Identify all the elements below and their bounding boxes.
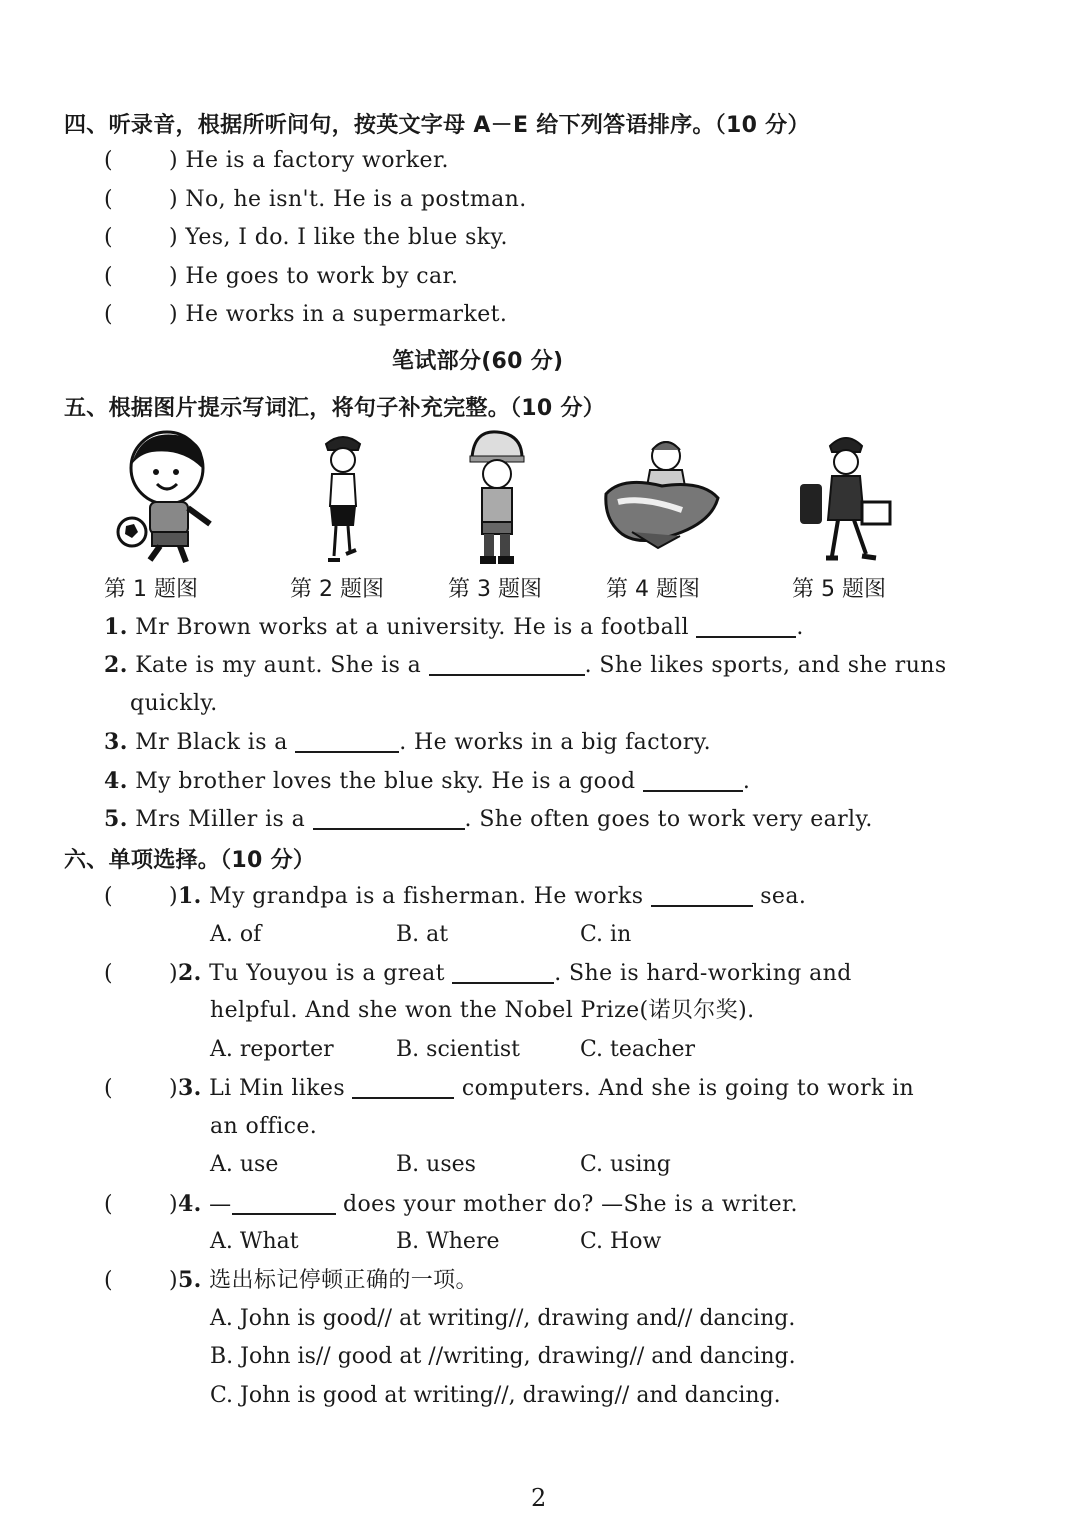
section6-question-3: ( )3. Li Min likes computers. And she is going to work in [104,1075,915,1101]
section6-question-1: ( )1. My grandpa is a fisherman. He works sea. [104,883,807,909]
option-b[interactable]: B. Where [396,1229,500,1254]
option-a[interactable]: A. use [210,1152,279,1177]
option-c[interactable]: C. teacher [580,1037,696,1062]
option-b[interactable]: B. scientist [396,1037,520,1062]
answer-blank[interactable] [232,1189,336,1215]
answer-text: No, he isn't. He is a postman. [185,187,527,212]
section6-question-4: ( )4. — does your mother do? —She is a writer. [104,1191,798,1217]
answer-blank[interactable] [696,612,796,638]
section4-item-2: ( ) No, he isn't. He is a postman. [104,187,527,212]
picture-caption-3: 第 3 题图 [448,577,542,602]
section4-item-4: ( ) He goes to work by car. [104,264,459,289]
section5-question-2-cont: quickly. [130,691,218,716]
worker-illustration [466,430,528,566]
section4-title: 四、听录音，根据所听问句，按英文字母 A－E 给下列答语排序。（10 分） [64,113,810,138]
section5-title: 五、根据图片提示写词汇，将句子补充完整。（10 分） [64,396,606,421]
answer-blank[interactable] [352,1073,454,1099]
answer-text: He works in a supermarket. [185,302,508,327]
answer-blank[interactable] [643,766,743,792]
option-b[interactable]: B. at [396,922,449,947]
option-c[interactable]: C. in [580,922,632,947]
answer-blank[interactable] [452,958,554,984]
section5-question-1: 1. Mr Brown works at a university. He is a football . [104,614,804,640]
option-a[interactable]: A. What [210,1229,299,1254]
section6-title: 六、单项选择。（10 分） [64,848,316,873]
pilot-plane-illustration [602,436,722,554]
answer-text: He goes to work by car. [185,264,459,289]
picture-caption-5: 第 5 题图 [792,577,886,602]
option-a[interactable]: A. reporter [210,1037,334,1062]
answer-text: He is a factory worker. [185,148,449,173]
boy-football-illustration [112,428,222,568]
answer-blank[interactable] [651,881,753,907]
police-woman-illustration [318,430,368,570]
section6-question-2-cont: helpful. And she won the Nobel Prize(诺贝尔奖). [210,998,755,1023]
section6-question-5: ( )5. 选出标记停顿正确的一项。 [104,1267,478,1293]
option-b[interactable]: B. John is// good at //writing, drawing// and dancing. [210,1344,796,1369]
option-c[interactable]: C. How [580,1229,662,1254]
section6-question-2: ( )2. Tu Youyou is a great . She is hard-working and [104,960,852,986]
option-c[interactable]: C. John is good at writing//, drawing// and dancing. [210,1383,781,1408]
section4-item-5: ( ) He works in a supermarket. [104,302,508,327]
postwoman-illustration [796,430,896,566]
section4-item-1: ( ) He is a factory worker. [104,148,449,173]
answer-blank[interactable] [295,727,399,753]
answer-blank[interactable] [313,804,465,830]
picture-caption-4: 第 4 题图 [606,577,700,602]
section5-question-3: 3. Mr Black is a . He works in a big factory. [104,729,712,755]
section5-question-2: 2. Kate is my aunt. She is a . She likes sports, and she runs [104,652,947,678]
picture-caption-1: 第 1 题图 [104,577,198,602]
option-a[interactable]: A. of [210,922,262,947]
section5-question-4: 4. My brother loves the blue sky. He is a good . [104,768,751,794]
section4-item-3: ( ) Yes, I do. I like the blue sky. [104,225,508,250]
answer-blank[interactable] [429,650,585,676]
written-part-title: 笔试部分(60 分) [392,349,564,374]
option-b[interactable]: B. uses [396,1152,476,1177]
picture-caption-2: 第 2 题图 [290,577,384,602]
answer-text: Yes, I do. I like the blue sky. [185,225,508,250]
option-c[interactable]: C. using [580,1152,671,1177]
page-number: 2 [531,1484,547,1512]
option-a[interactable]: A. John is good// at writing//, drawing and// dancing. [210,1306,796,1331]
section5-question-5: 5. Mrs Miller is a . She often goes to work very early. [104,806,873,832]
section6-question-3-cont: an office. [210,1114,318,1139]
